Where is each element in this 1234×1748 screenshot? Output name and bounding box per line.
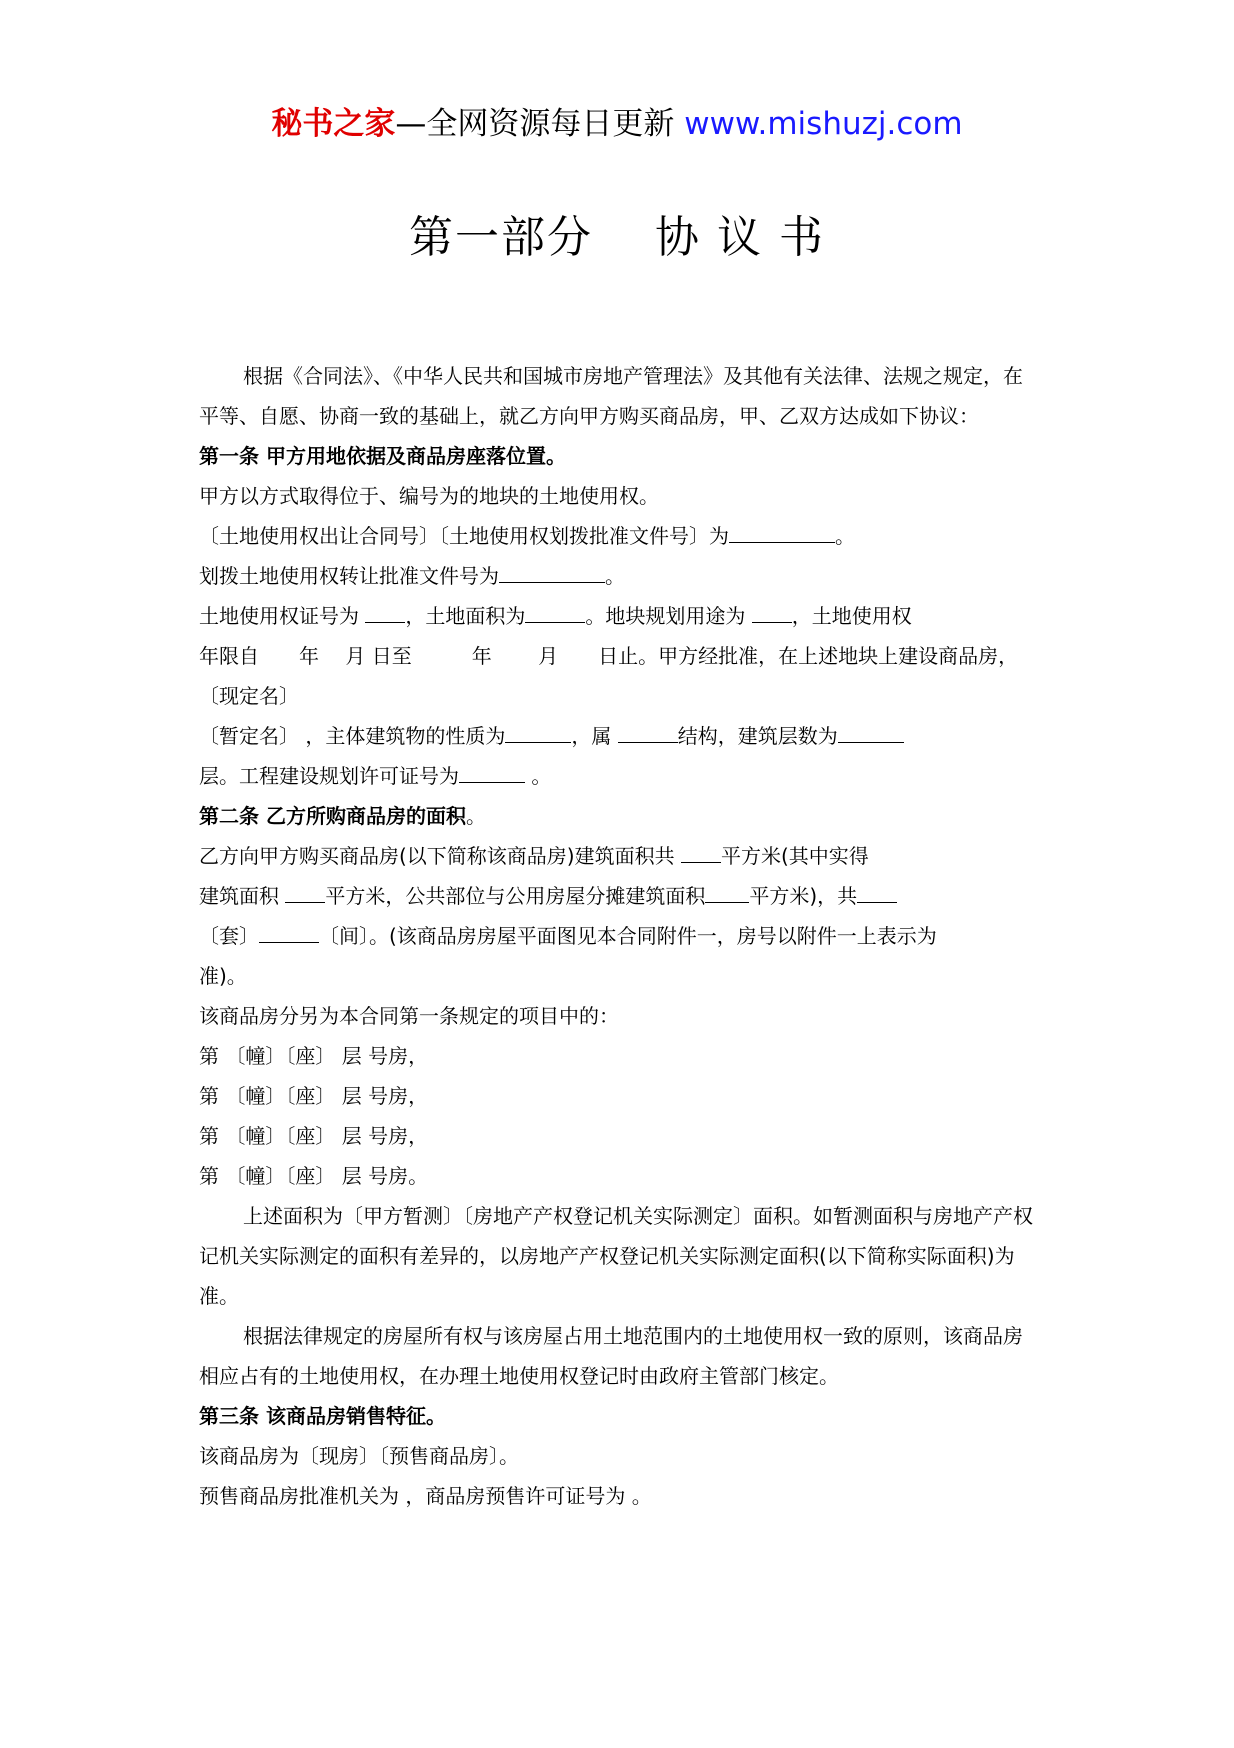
article-1-paragraph-8: 层。工程建设规划许可证号为 。	[199, 764, 552, 788]
article-1-paragraph-1: 甲方以方式取得位于、编号为的地块的土地使用权。	[199, 484, 659, 508]
blank-line	[459, 762, 525, 783]
article-2-paragraph-5: 该商品房分另为本合同第一条规定的项目中的：	[199, 1004, 619, 1028]
site-url-link[interactable]: www.mishuzj.com	[684, 106, 963, 142]
article-2-heading: 第二条 乙方所购商品房的面积。	[199, 804, 486, 828]
room-line: 第 〔幢〕〔座〕 层 号房，	[199, 1084, 429, 1108]
article-1-paragraph-6: 〔现定名〕	[199, 684, 299, 708]
blank-line	[499, 562, 605, 583]
article-1-paragraph-2: 〔土地使用权出让合同号〕〔土地使用权划拨批准文件号〕为 。	[199, 524, 855, 548]
article-2-paragraph-4: 准)。	[199, 964, 247, 988]
blank-line	[285, 882, 325, 903]
blank-line	[681, 842, 721, 863]
room-line: 第 〔幢〕〔座〕 层 号房，	[199, 1044, 429, 1068]
site-brand: 秘书之家	[271, 106, 396, 142]
article-2-paragraph-6: 上述面积为〔甲方暂测〕〔房地产产权登记机关实际测定〕面积。如暂测面积与房地产产权记机关实际测定的面积有差异的，以房地产产权登记机关实际测定面积(以下简称实际面积)为准。	[199, 1204, 1033, 1308]
blank-line	[618, 722, 678, 743]
article-1-paragraph-7: 〔暂定名〕 ，主体建筑物的性质为 ，属 结构，建筑层数为	[199, 716, 1039, 756]
article-1-paragraph-3: 划拨土地使用权转让批准文件号为 。	[199, 564, 625, 588]
article-1-paragraph-4: 土地使用权证号为 ，土地面积为 。地块规划用途为 ，土地使用权	[199, 604, 912, 628]
blank-line	[365, 602, 405, 623]
blank-line	[752, 602, 792, 623]
article-1-paragraph-5: 年限自 年 月 日至 年 月 日止。甲方经批准，在上述地块上建设商品房，	[199, 644, 1019, 668]
blank-line	[838, 722, 904, 743]
article-2-paragraph-3: 〔套〕 〔间〕。(该商品房房屋平面图见本合同附件一，房号以附件一上表示为	[199, 924, 937, 948]
article-2-paragraph-1: 乙方向甲方购买商品房(以下简称该商品房)建筑面积共 平方米(其中实得	[199, 844, 869, 868]
document-title: 第一部分 协 议 书	[409, 212, 825, 263]
room-line: 第 〔幢〕〔座〕 层 号房。	[199, 1164, 429, 1188]
blank-line	[525, 602, 585, 623]
site-tagline: —全网资源每日更新	[395, 106, 685, 142]
article-3-heading: 第三条 该商品房销售特征。	[199, 1404, 446, 1428]
document-body	[199, 356, 1039, 1516]
intro-paragraph: 根据《合同法》、《中华人民共和国城市房地产管理法》及其他有关法律、法规之规定，在平等、自愿、协商一致的基础上，就乙方向甲方购买商品房，甲、乙双方达成如下协议：	[199, 364, 1023, 428]
blank-line	[729, 522, 835, 543]
article-2-paragraph-7: 根据法律规定的房屋所有权与该房屋占用土地范围内的土地使用权一致的原则，该商品房相应占有的土地使用权，在办理土地使用权登记时由政府主管部门核定。	[199, 1324, 1023, 1388]
blank-line	[857, 882, 897, 903]
article-1-heading: 第一条 甲方用地依据及商品房座落位置。	[199, 444, 566, 468]
blank-line	[705, 882, 749, 903]
blank-line	[505, 722, 571, 743]
blank-line	[259, 922, 319, 943]
article-3-paragraph-2: 预售商品房批准机关为 ，商品房预售许可证号为 。	[199, 1484, 652, 1508]
article-2-paragraph-2: 建筑面积 平方米，公共部位与公用房屋分摊建筑面积 平方米)，共	[199, 876, 1039, 916]
site-header	[0, 104, 1234, 144]
room-line: 第 〔幢〕〔座〕 层 号房，	[199, 1124, 429, 1148]
article-3-paragraph-1: 该商品房为〔现房〕〔预售商品房〕。	[199, 1444, 519, 1468]
